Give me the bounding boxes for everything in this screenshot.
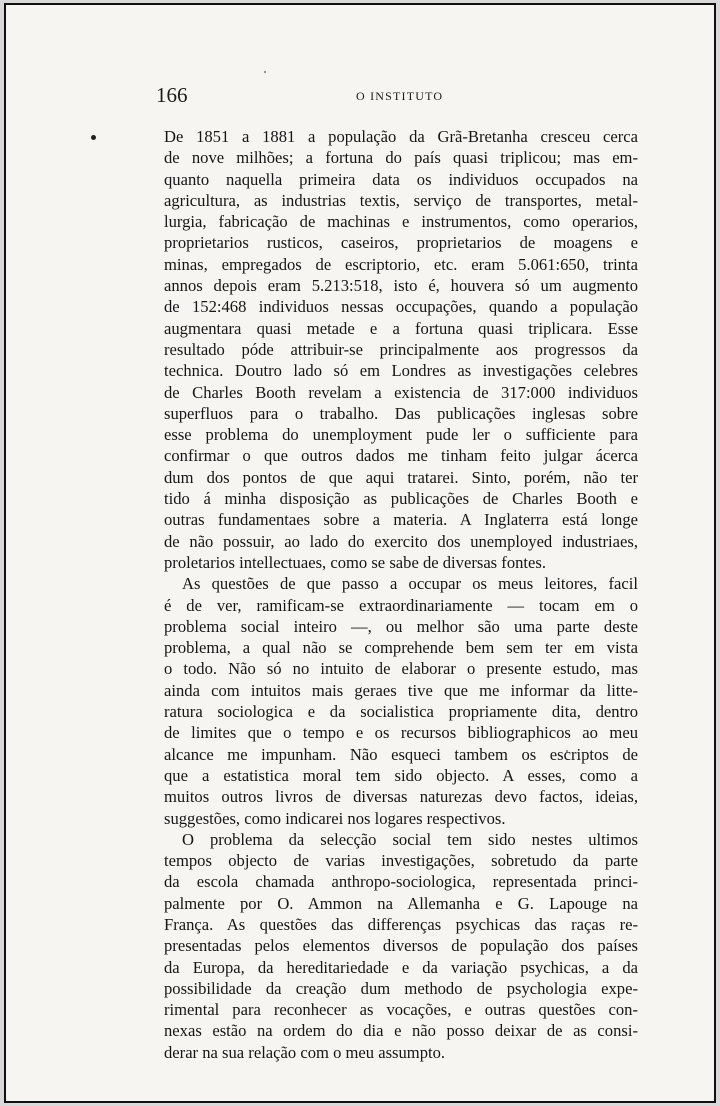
text-line: é de ver, ramificam-se extraordinariamente — tocam em o [164,595,638,615]
text-line: da escola chamada anthropo-sociologica, representada princi- [164,872,638,892]
text-line: que a estatistica moral tem sido objecto. A esses, como a [164,765,638,785]
text-line: agricultura, as industrias textis, serviço de transportes, metal- [164,190,638,210]
book-page [4,3,716,1103]
text-line: de limites que o tempo e os recursos bibliographicos ao meu [164,723,638,743]
text-line: palmente por O. Ammon na Allemanha e G. Lapouge na [164,893,638,913]
text-line: minas, empregados de escriptorio, etc. eram 5.061:650, trinta [164,254,638,274]
text-line: de Charles Booth revelam a existencia de 317:000 individuos [164,382,638,402]
text-line: O problema da selecção social tem sido nestes ultimos [182,829,638,849]
body-text [164,126,638,1063]
text-line: confirmar o que outros dados me tinham feito julgar ácerca [164,446,638,466]
margin-mark [91,135,96,140]
page-header [6,83,714,113]
text-line: muitos outros livros de diversas naturezas devo factos, ideias, [164,787,638,807]
text-line: dum dos pontos de que aqui tratarei. Sinto, porém, não ter [164,467,638,487]
text-line: tempos objecto de varias investigações, sobretudo da parte [164,851,638,871]
text-line: De 1851 a 1881 a população da Grã-Bretanha cresceu cerca [164,127,638,146]
text-line: presentadas pelos elementos diversos de população dos países [164,936,638,956]
text-line: ainda com intuitos mais geraes tive que me informar da litte- [164,680,638,700]
paragraph [164,126,638,573]
text-line: augmentara quasi metade e a fortuna quasi triplicara. Esse [164,318,638,338]
text-line: de não possuir, ao lado do exercito dos unemployed industriaes, [164,531,638,551]
text-line: superfluos para o trabalho. Das publicações inglesas sobre [164,403,638,423]
text-line: tido á minha disposição as publicações de Charles Booth e [164,489,638,509]
text-line: de nove milhões; a fortuna do país quasi triplicou; mas em- [164,148,638,168]
text-line: technica. Doutro lado só em Londres as investigações celebres [164,361,638,381]
text-line: proletarios intellectuaes, como se sabe de diversas fontes. [164,552,546,572]
paragraph [164,829,638,1063]
page-number: 166 [156,83,188,107]
text-line: lurgia, fabricação de machinas e instrumentos, como operarios, [164,212,638,232]
text-line: resultado póde attribuir-se principalmente aos progressos da [164,339,638,359]
paper-speck [264,71,266,73]
text-line: ratura sociologica e da socialistica propriamente dita, dentro [164,702,638,722]
text-line: alcance me impunham. Não esqueci tambem os escriptos de [164,744,638,764]
text-line: nexas estão na ordem do dia e não posso deixar de as consi- [164,1021,638,1041]
text-line: As questões de que passo a occupar os meus leitores, facil [182,574,638,594]
text-line: rimental para reconhecer as vocações, e outras questões con- [164,1000,638,1020]
text-line: problema social inteiro —, ou melhor são uma parte deste [164,616,638,636]
text-line: proprietarios rusticos, caseiros, proprietarios de moagens e [164,233,638,253]
text-line: esse problema do unemployment pude ler o sufficiente para [164,425,638,445]
text-line: França. As questões das differenças psychicas das raças re- [164,914,638,934]
text-line: annos depois eram 5.213:518, isto é, houvera só um augmento [164,276,638,296]
running-title: O INSTITUTO [356,89,444,103]
text-line: o todo. Não só no intuito de elaborar o presente estudo, mas [164,659,638,679]
paragraph [164,573,638,829]
text-line: de 152:468 individuos nessas occupações, quando a população [164,297,638,317]
text-line: derar na sua relação com o meu assumpto. [164,1042,446,1062]
text-line: quanto naquella primeira data os individuos occupados na [164,169,638,189]
text-line: da Europa, da hereditariedade e da variação psychicas, a da [164,957,638,977]
text-line: problema, a qual não se comprehende bem sem ter em vista [164,638,638,658]
text-line: outras fundamentaes sobre a materia. A Inglaterra está longe [164,510,638,530]
text-line: possibilidade da creação dum methodo de psychologia expe- [164,978,638,998]
text-line: suggestões, como indicarei nos logares respectivos. [164,808,506,828]
